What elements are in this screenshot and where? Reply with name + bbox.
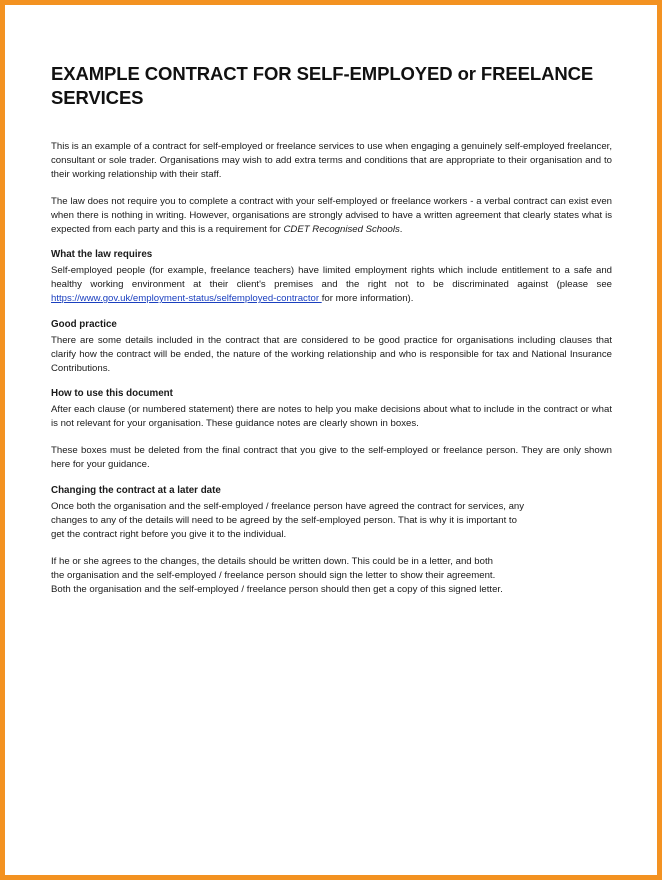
law-paragraph	[51, 195, 612, 237]
good-practice-heading: Good practice	[51, 319, 117, 330]
document-title: EXAMPLE CONTRACT FOR SELF-EMPLOYED or FREELANCE SERVICES	[51, 63, 594, 108]
guidance-boxes-paragraph: These boxes must be deleted from the final contract that you give to the self-employed or freelance person. They are only shown here for your guidance.	[51, 445, 612, 470]
changing-contract-heading: Changing the contract at a later date	[51, 485, 221, 496]
changing-line: get the contract right before you give it to the individual.	[51, 529, 287, 540]
good-practice-paragraph: There are some details included in the contract that are considered to be good practice for organisations including clauses that clarify how the contract will be ended, the nature of the working relationship and who is responsible for tax and National Insurance Contributions.	[51, 335, 612, 374]
changing-contract-paragraph	[51, 500, 612, 542]
changing-line: Once both the organisation and the self-employed / freelance person have agreed the contract for services, any	[51, 501, 525, 512]
how-to-use-heading: How to use this document	[51, 388, 173, 399]
what-the-law-requires-paragraph	[51, 264, 612, 306]
agreement-line: Both the organisation and the self-employed / freelance person should then get a copy of this signed letter.	[51, 584, 503, 595]
what-the-law-requires-heading: What the law requires	[51, 249, 153, 260]
law-paragraph-text: The law does not require you to complete a contract with your self-employed or freelance workers - a verbal contract can exist even when there is nothing in writing. However, organisations are strongly advised to have a written agreement that clearly states what is expected from each party and this is a requirement for	[51, 196, 612, 235]
changing-line: changes to any of the details will need to be agreed by the self-employed person. That is why it is important to	[51, 515, 517, 526]
agreement-line: If he or she agrees to the changes, the details should be written down. This could be in a letter, and both	[51, 556, 493, 567]
agreement-paragraph	[51, 555, 612, 597]
gov-uk-employment-status-link[interactable]: https://www.gov.uk/employment-status/selfemployed-contractor	[51, 293, 322, 304]
how-to-use-paragraph: After each clause (or numbered statement) there are notes to help you make decisions about what to include in the contract or what is not relevant for your organisation. These guidance notes are clearly shown in boxes.	[51, 404, 612, 429]
law-paragraph-end: .	[399, 224, 403, 235]
law-requires-text: Self-employed people (for example, freelance teachers) have limited employment rights which include entitlement to a safe and healthy working environment at their client's premises and the right not to be discriminated against (please see	[51, 265, 612, 290]
law-requires-text-after: for more information).	[321, 293, 414, 304]
law-paragraph-emphasis: CDET Recognised Schools	[283, 224, 400, 235]
agreement-line: the organisation and the self-employed / freelance person should sign the letter to show their agreement.	[51, 570, 496, 581]
intro-paragraph: This is an example of a contract for self-employed or freelance services to use when engaging a genuinely self-employed freelancer, consultant or sole trader. Organisations may wish to add extra terms and conditions that are appropriate to their organisation and to their working relationship with their staff.	[51, 141, 613, 180]
document-page	[51, 62, 612, 597]
